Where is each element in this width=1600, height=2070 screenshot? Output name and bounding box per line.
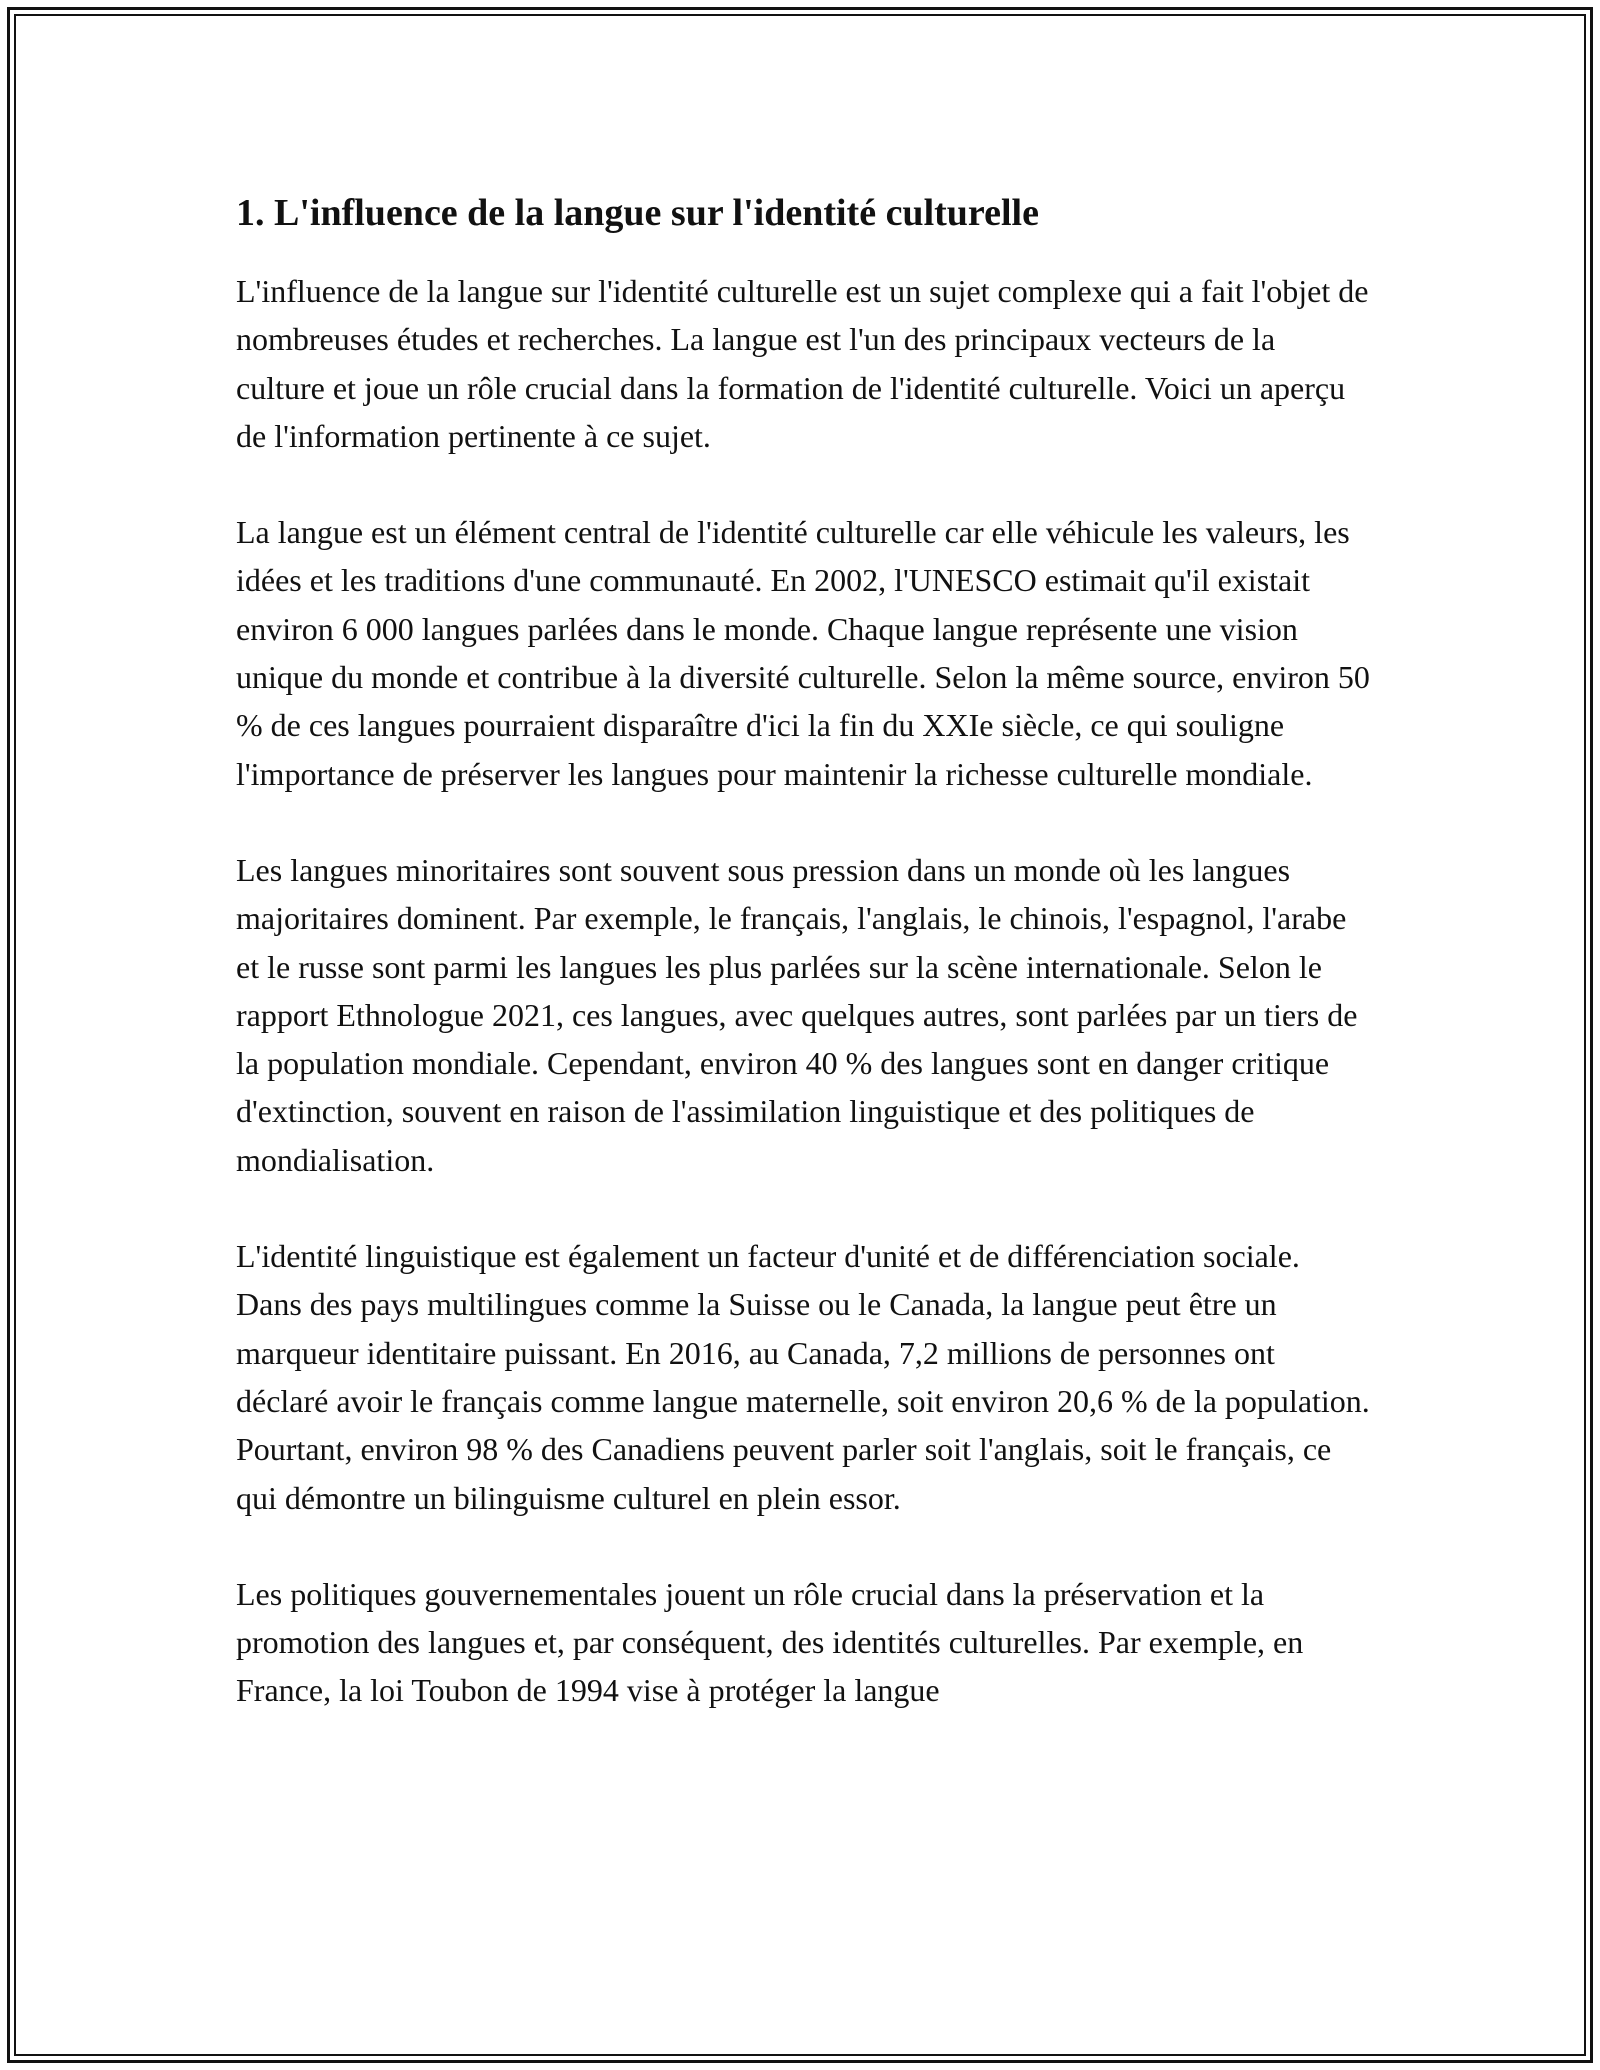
paragraph-government-policies: Les politiques gouvernementales jouent un rôle crucial dans la préservation et la promotion des langues et, par conséquent, des identités culturelles. Par exemple, en France, la loi Toubon de 1994 vise à protéger la langue — [236, 1575, 1304, 1709]
section-title: 1. L'influence de la langue sur l'identité culturelle — [236, 192, 1039, 234]
paragraph-linguistic-identity: L'identité linguistique est également un facteur d'unité et de différenciation sociale. Dans des pays multilingues comme la Suisse ou le Canada, la langue peut être un marqueur identitaire puissant. En 2016, au Canada, 7,2 millions de personnes ont déclaré avoir le français comme langue maternelle, soit environ 20,6 % de la population. Pourtant, environ 98 % des Canadiens peuvent parler soit l'anglais, soit le français, ce qui démontre un bilinguisme culturel en plein essor. — [236, 1238, 1370, 1516]
paragraph-minority-languages: Les langues minoritaires sont souvent sous pression dans un monde où les langues majoritaires dominent. Par exemple, le français, l'anglais, le chinois, l'espagnol, l'arabe et le russe sont parmi les langues les plus parlées sur la scène internationale. Selon le rapport Ethnologue 2021, ces langues, avec quelques autres, sont parlées par un tiers de la population mondiale. Cependant, environ 40 % des langues sont en danger critique d'extinction, souvent en raison de l'assimilation linguistique et des politiques de mondialisation. — [236, 851, 1358, 1178]
paragraph-intro: L'influence de la langue sur l'identité culturelle est un sujet complexe qui a fait l'objet de nombreuses études et recherches. La langue est l'un des principaux vecteurs de la culture et joue un rôle crucial dans la formation de l'identité culturelle. Voici un aperçu de l'information pertinente à ce sujet. — [236, 273, 1369, 454]
paragraph-language-identity: La langue est un élément central de l'identité culturelle car elle véhicule les valeurs, les idées et les traditions d'une communauté. En 2002, l'UNESCO estimait qu'il existait environ 6 000 langues parlées dans le monde. Chaque langue représente une vision unique du monde et contribue à la diversité culturelle. Selon la même source, environ 50 % de ces langues pourraient disparaître d'ici la fin du XXIe siècle, ce qui souligne l'importance de préserver les langues pour maintenir la richesse culturelle mondiale. — [236, 514, 1370, 792]
document-body — [236, 183, 1371, 1763]
